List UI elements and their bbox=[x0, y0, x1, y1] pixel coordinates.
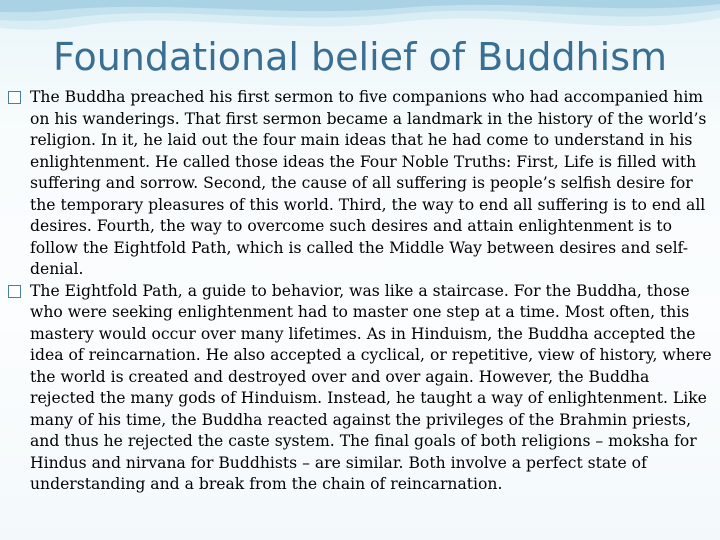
bullet-text: The Buddha preached his first sermon to five companions who had accompanied him on his wanderings. That first sermon became a landmark in the history of the world’s religion. In it, he laid out the four main ideas that he had come to understand in his enlightenment. He called those ideas the Four Noble Truths: First, Life is filled with suffering and sorrow. Second, the cause of all suffering is people’s selfish desire for the temporary pleasures of this world. Third, the way to end all suffering is to end all desires. Fourth, the way to overcome such desires and attain enlightenment is to follow the Eightfold Path, which is called the Middle Way between desires and self-denial. bbox=[30, 88, 707, 278]
bullet-item bbox=[8, 281, 712, 496]
bullet-item bbox=[8, 87, 712, 281]
slide-title: Foundational belief of Buddhism bbox=[52, 35, 668, 79]
bullet-text: The Eightfold Path, a guide to behavior, was like a staircase. For the Buddha, those who were seeking enlightenment had to master one step at a time. Most often, this mastery would occur over many lifetimes. As in Hinduism, the Buddha accepted the idea of reincarnation. He also accepted a cyclical, or repetitive, view of history, where the world is created and destroyed over and over again. However, the Buddha rejected the many gods of Hinduism. Instead, he taught a way of enlightenment. Like many of his time, the Buddha reacted against the privileges of the Brahmin priests, and thus he rejected the caste system. The final goals of both religions – moksha for Hindus and nirvana for Buddhists – are similar. Both involve a perfect state of understanding and a break from the chain of reincarnation. bbox=[30, 281, 712, 493]
square-bullet-icon bbox=[8, 91, 21, 104]
slide-body bbox=[8, 87, 712, 496]
square-bullet-icon bbox=[8, 285, 21, 298]
